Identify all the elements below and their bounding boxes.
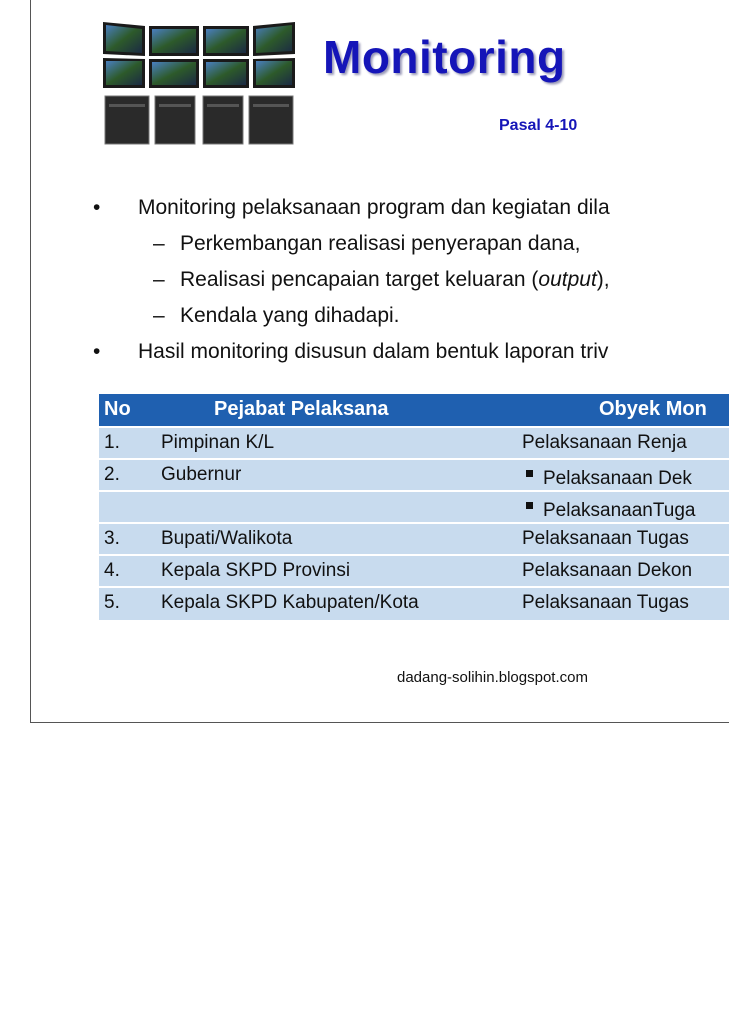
cell-obyek: Pelaksanaan Dekon <box>522 560 693 581</box>
sub-bullet-item <box>93 226 580 262</box>
video-wall-icon <box>99 14 299 154</box>
bullet-text: Hasil monitoring disusun dalam bentuk laporan triv <box>138 340 609 363</box>
cell-obyek: Pelaksanaan Renja <box>522 432 687 453</box>
cell-obyek: PelaksanaanTuga <box>543 500 696 521</box>
cell-obyek: Pelaksanaan Tugas <box>522 528 689 549</box>
header-no: No <box>104 398 131 420</box>
square-bullet-icon <box>526 470 533 477</box>
sub-bullet-item <box>93 262 610 298</box>
bullet-text: Perkembangan realisasi penyerapan dana, <box>180 232 581 255</box>
table-header <box>99 394 729 426</box>
cell-no: 4. <box>104 560 120 581</box>
bullet-marker: – <box>153 268 165 291</box>
slide-title: Monitoring <box>323 31 566 83</box>
sub-bullet-item <box>93 298 400 334</box>
slide <box>30 0 729 723</box>
table-row <box>99 458 729 492</box>
cell-obyek-bulleted <box>522 496 696 521</box>
bullet-marker: • <box>93 196 101 219</box>
cell-obyek-bulleted <box>522 464 692 489</box>
bullet-text: Realisasi pencapaian target keluaran ( <box>180 268 539 291</box>
cell-no: 2. <box>104 464 120 485</box>
bullet-item <box>93 334 608 370</box>
bullet-marker: – <box>153 304 165 327</box>
cell-no: 3. <box>104 528 120 549</box>
cell-obyek: Pelaksanaan Tugas <box>522 592 689 613</box>
table-row <box>99 490 729 524</box>
bullet-marker: • <box>93 340 101 363</box>
bullet-text: Monitoring pelaksanaan program dan kegiatan dila <box>138 196 610 219</box>
cell-pejabat: Bupati/Walikota <box>161 528 293 549</box>
bullet-text-after: ), <box>596 268 610 291</box>
bullet-marker: – <box>153 232 165 255</box>
header-obyek: Obyek Mon <box>599 398 707 420</box>
cell-pejabat: Kepala SKPD Provinsi <box>161 560 351 581</box>
table-row <box>99 586 729 620</box>
cell-no: 5. <box>104 592 120 613</box>
table-row <box>99 554 729 588</box>
table-row <box>99 522 729 556</box>
table-row <box>99 426 729 460</box>
cell-pejabat: Pimpinan K/L <box>161 432 275 453</box>
bullet-text: Kendala yang dihadapi. <box>180 304 400 327</box>
cell-obyek: Pelaksanaan Dek <box>543 468 692 489</box>
cell-pejabat: Kepala SKPD Kabupaten/Kota <box>161 592 419 613</box>
header-pejabat: Pejabat Pelaksana <box>214 398 389 420</box>
cell-pejabat: Gubernur <box>161 464 242 485</box>
footer-credit: dadang-solihin.blogspot.com <box>397 669 588 686</box>
cell-no: 1. <box>104 432 120 453</box>
bullet-item <box>93 190 610 226</box>
slide-subtitle: Pasal 4-10 <box>499 117 578 134</box>
square-bullet-icon <box>526 502 533 509</box>
bullet-italic-text: output <box>538 268 597 291</box>
